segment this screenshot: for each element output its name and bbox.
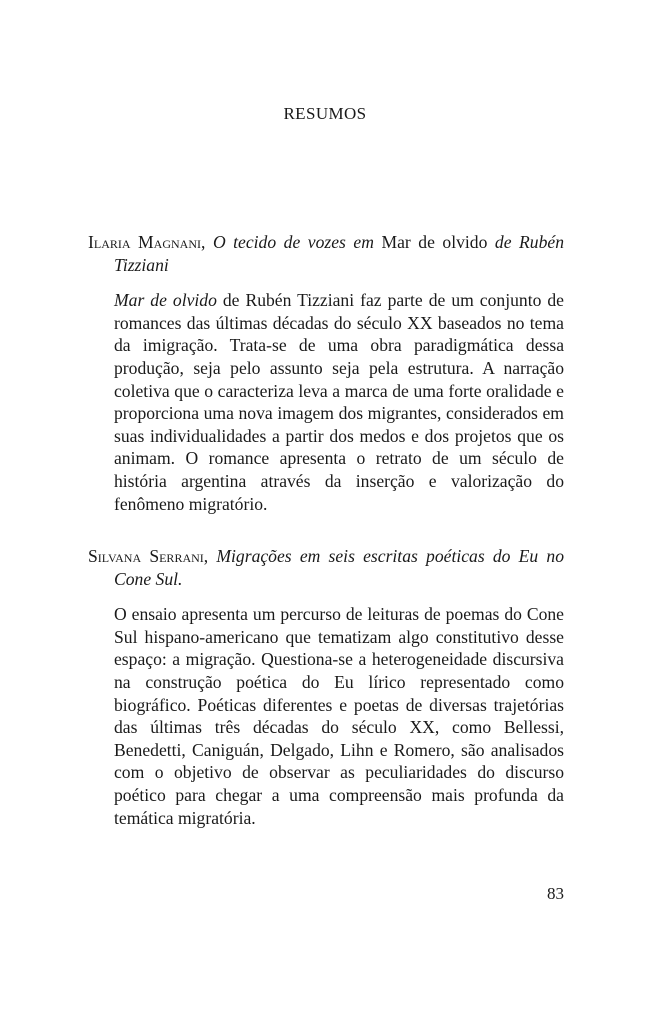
abstract-text: de Rubén Tizziani faz parte de um conjunto de romances das últimas décadas do século XX baseados no tema da imigração. Trata-se de uma obra paradigmática dessa produção, seja pelo assunto seja pela estrutura. A narração coletiva que o caracteriza leva a marca de uma forte oralidade e proporciona uma nova imagem dos migrantes, considerados em suas individualidades a partir dos medos e dos projetos que os animam. O romance apresenta o retrato de um século de história argentina através da inserção e valorização do fenômeno migratório. — [114, 290, 564, 514]
entry-title-part: O tecido de vozes em — [212, 232, 374, 252]
entry-author: Silvana Serrani — [88, 546, 204, 566]
entry-abstract: O ensaio apresenta um percurso de leituras de poemas do Cone Sul hispano-americano que tematizam algo constitutivo desse espaço: a migração. Questiona-se a heterogeneidade discursiva na construção poética do Eu lírico representado como biográfico. Poéticas diferentes e poetas de diversas trajetórias das últimas três décadas do século XX, como Bellessi, Benedetti, Caniguán, Delgado, Lihn e Romero, são analisados com o objetivo de observar as peculiaridades do discurso poético para chegar a uma compreensão mais profunda da temática migratória. — [114, 604, 564, 828]
abstract-entry-magnani — [88, 231, 564, 515]
entry-author: Ilaria Magnani — [88, 232, 202, 252]
heading-separator: , — [201, 232, 213, 252]
entry-title-work: Mar de olvido — [373, 232, 495, 252]
abstract-entry-serrani — [88, 545, 564, 829]
entry-heading — [88, 231, 564, 276]
entry-title: Migrações em seis escritas poéticas do Eu no Cone Sul. — [114, 546, 564, 589]
entry-heading — [88, 545, 564, 590]
entry-abstract — [114, 289, 564, 515]
entry-title-part: de Rubén Tizziani — [114, 232, 564, 275]
abstract-work-title: Mar de olvido — [114, 290, 217, 311]
page-number: 83 — [547, 884, 564, 903]
heading-separator: , — [203, 546, 217, 566]
page-title: RESUMOS — [283, 104, 367, 123]
